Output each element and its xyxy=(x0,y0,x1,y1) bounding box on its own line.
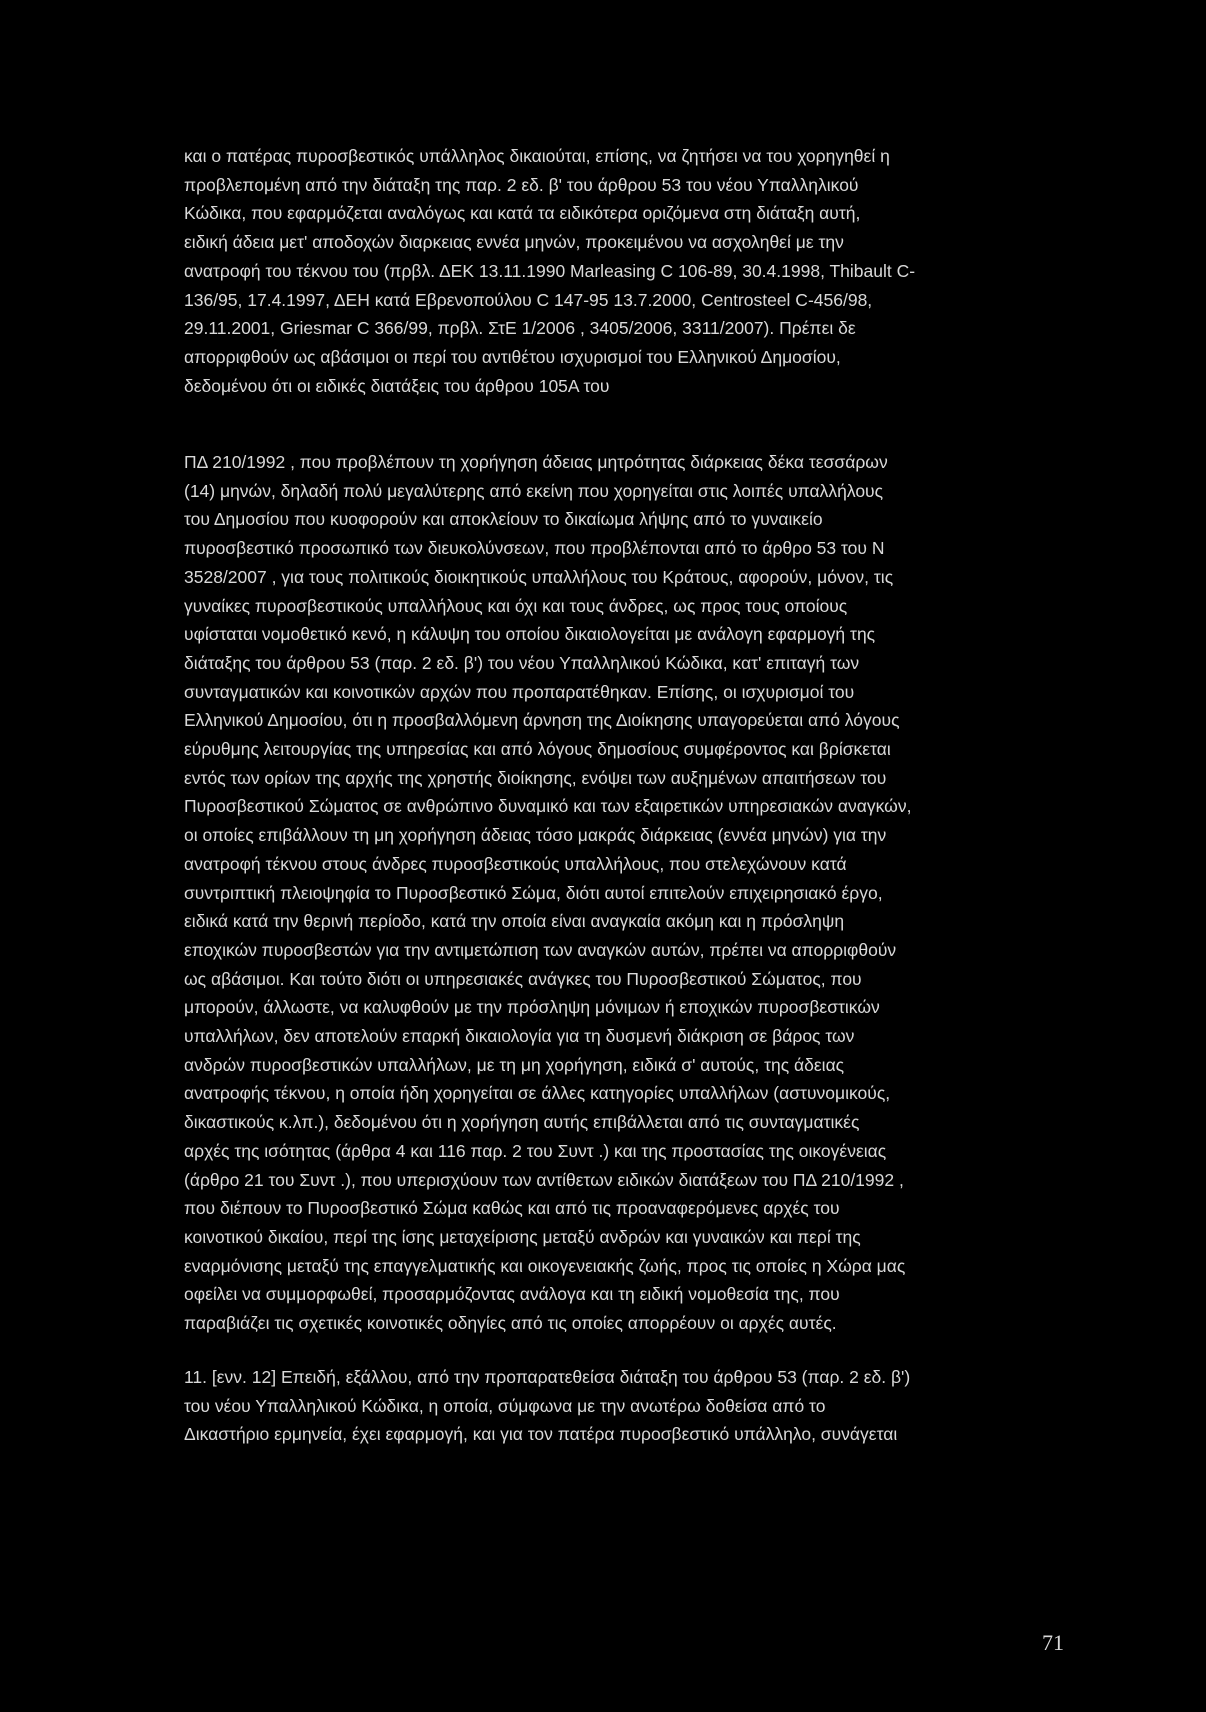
text-line: υπαλλήλων, δεν αποτελούν επαρκή δικαιολογία για τη δυσμενή διάκριση σε βάρος των xyxy=(184,1026,855,1046)
text-line: και ο πατέρας πυροσβεστικός υπάλληλος δικαιούται, επίσης, να ζητήσει να του χορηγηθεί η xyxy=(184,146,890,166)
text-line: απορριφθούν ως αβάσιμοι οι περί του αντιθέτου ισχυρισμοί του Ελληνικού Δημοσίου, xyxy=(184,346,841,367)
text-line: οφείλει να συμμορφωθεί, προσαρμόζοντας ανάλογα και τη ειδική νομοθεσία της, που xyxy=(184,1284,840,1305)
text-line: Πυροσβεστικού Σώματος σε ανθρώπινο δυναμικό και των εξαιρετικών υπηρεσιακών αναγκών, xyxy=(184,796,912,817)
text-line: ειδικά κατά την θερινή περίοδο, κατά την οποία είναι αναγκαία ακόμη και η πρόσληψη xyxy=(184,911,845,932)
text-line: ειδική άδεια μετ' αποδοχών διαρκειας εννέα μηνών, προκειμένου να ασχοληθεί με την xyxy=(184,232,844,253)
text-line: (14) μηνών, δηλαδή πολύ μεγαλύτερης από εκείνη που χορηγείται στις λοιπές υπαλλήλους xyxy=(184,480,884,501)
text-line: ανατροφής τέκνου, η οποία ήδη χορηγείται σε άλλες κατηγορίες υπαλλήλων (αστυνομικούς, xyxy=(184,1083,891,1104)
text-line: αρχές της ισότητας (άρθρα 4 και 116 παρ. 2 του Συντ .) και της προστασίας της οικογένειας xyxy=(184,1140,887,1161)
text-line: πυροσβεστικό προσωπικό των διευκολύνσεων, που προβλέπονται από το άρθρο 53 του Ν xyxy=(184,538,885,559)
text-line: προβλεπομένη από την διάταξη της παρ. 2 εδ. β' του άρθρου 53 του νέου Υπαλληλικού xyxy=(184,174,859,195)
text-line: εναρμόνισης μεταξύ της επαγγελματικής και οικογενειακής ζωής, προς τις οποίες η Χώρα μας xyxy=(184,1255,906,1276)
text-line: ανατροφή τέκνου στους άνδρες πυροσβεστικούς υπαλλήλους, που στελεχώνουν κατά xyxy=(184,853,847,874)
text-line: εποχικών πυροσβεστών για την αντιμετώπιση των αναγκών αυτών, πρέπει να απορριφθούν xyxy=(184,939,897,960)
text-line: 136/95, 17.4.1997, ΔΕΗ κατά Εβρενοπούλου C 147-95 13.7.2000, Centrosteel C-456/98, xyxy=(184,289,873,310)
text-line: δικαστικούς κ.λπ.), δεδομένου ότι η χορήγηση αυτής επιβάλλεται από τις συνταγματικές xyxy=(184,1112,860,1133)
text-line: μπορούν, άλλωστε, να καλυφθούν με την πρόσληψη μόνιμων ή εποχικών πυροσβεστικών xyxy=(184,997,880,1018)
text-line: συντριπτική πλειοψηφία το Πυροσβεστικό Σώμα, διότι αυτοί επιτελούν επιχειρησιακό έργο, xyxy=(184,882,883,903)
text-line: ανδρών πυροσβεστικών υπαλλήλων, με τη μη χορήγηση, ειδικά σ' αυτούς, της άδειας xyxy=(184,1054,845,1075)
text-line: του νέου Υπαλληλικού Κώδικα, η οποία, σύμφωνα με την ανωτέρω δοθείσα από το xyxy=(184,1395,826,1416)
text-line: (άρθρο 21 του Συντ .), που υπερισχύουν των αντίθετων ειδικών διατάξεων του ΠΔ 210/1992 , xyxy=(184,1169,904,1190)
text-line: παραβιάζει τις σχετικές κοινοτικές οδηγίες από τις οποίες απορρέουν οι αρχές αυτές. xyxy=(184,1313,837,1333)
text-line: Ελληνικού Δημοσίου, ότι η προσβαλλόμενη άρνηση της Διοίκησης υπαγορεύεται από λόγους xyxy=(184,710,900,731)
text-line: Δικαστήριο ερμηνεία, έχει εφαρμογή, και για τον πατέρα πυροσβεστικό υπάλληλο, συνάγεται xyxy=(184,1424,898,1445)
text-line: οι οποίες επιβάλλουν τη μη χορήγηση άδειας τόσο μακράς διάρκειας (εννέα μηνών) για την xyxy=(184,825,887,846)
text-line: συνταγματικών και κοινοτικών αρχών που προπαρατέθηκαν. Επίσης, οι ισχυρισμοί του xyxy=(184,681,855,702)
text-line: 11. [ενν. 12] Επειδή, εξάλλου, από την προπαρατεθείσα διάταξη του άρθρου 53 (παρ. 2 εδ. β') xyxy=(184,1367,911,1387)
text-line: εντός των ορίων της αρχής της χρηστής διοίκησης, ενόψει των αυξημένων απαιτήσεων του xyxy=(184,767,887,788)
text-line: ΠΔ 210/1992 , που προβλέπουν τη χορήγηση άδειας μητρότητας διάρκειας δέκα τεσσάρων xyxy=(184,452,888,472)
text-line: κοινοτικού δικαίου, περί της ίσης μεταχείρισης μεταξύ ανδρών και γυναικών και περί της xyxy=(184,1226,861,1247)
text-line: υφίσταται νομοθετικό κενό, η κάλυψη του οποίου δικαιολογείται με ανάλογη εφαρμογή της xyxy=(184,624,876,645)
page-number: 71 xyxy=(1042,1630,1064,1655)
text-line: δεδομένου ότι οι ειδικές διατάξεις του άρθρου 105Α του xyxy=(184,375,610,396)
text-line: 29.11.2001, Griesmar C 366/99, πρβλ. ΣτΕ 1/2006 , 3405/2006, 3311/2007). Πρέπει δε xyxy=(184,318,856,339)
text-line: που διέπουν το Πυροσβεστικό Σώμα καθώς και από τις προαναφερόμενες αρχές του xyxy=(184,1198,840,1219)
text-line: γυναίκες πυροσβεστικούς υπαλλήλους και όχι και τους άνδρες, ως προς τους οποίους xyxy=(184,595,848,616)
text-line: Κώδικα, που εφαρμόζεται αναλόγως και κατά τα ειδικότερα οριζόμενα στη διάταξη αυτή, xyxy=(184,203,861,224)
text-line: του Δημοσίου που κυοφορούν και αποκλείουν το δικαίωμα λήψης από το γυναικείο xyxy=(184,509,823,530)
text-line: 3528/2007 , για τους πολιτικούς διοικητικούς υπαλλήλους του Κράτους, αφορούν, μόνον, τις xyxy=(184,566,894,587)
text-line: ως αβάσιμοι. Και τούτο διότι οι υπηρεσιακές ανάγκες του Πυροσβεστικού Σώματος, που xyxy=(184,968,862,989)
text-line: ανατροφή του τέκνου του (πρβλ. ΔΕΚ 13.11.1990 Marleasing C 106-89, 30.4.1998, Thibault C- xyxy=(184,260,916,281)
text-line: εύρυθμης λειτουργίας της υπηρεσίας και από λόγους δημοσίους συμφέροντος και βρίσκεται xyxy=(184,739,891,759)
text-line: διάταξης του άρθρου 53 (παρ. 2 εδ. β') του νέου Υπαλληλικού Κώδικα, κατ' επιταγή των xyxy=(184,652,860,673)
